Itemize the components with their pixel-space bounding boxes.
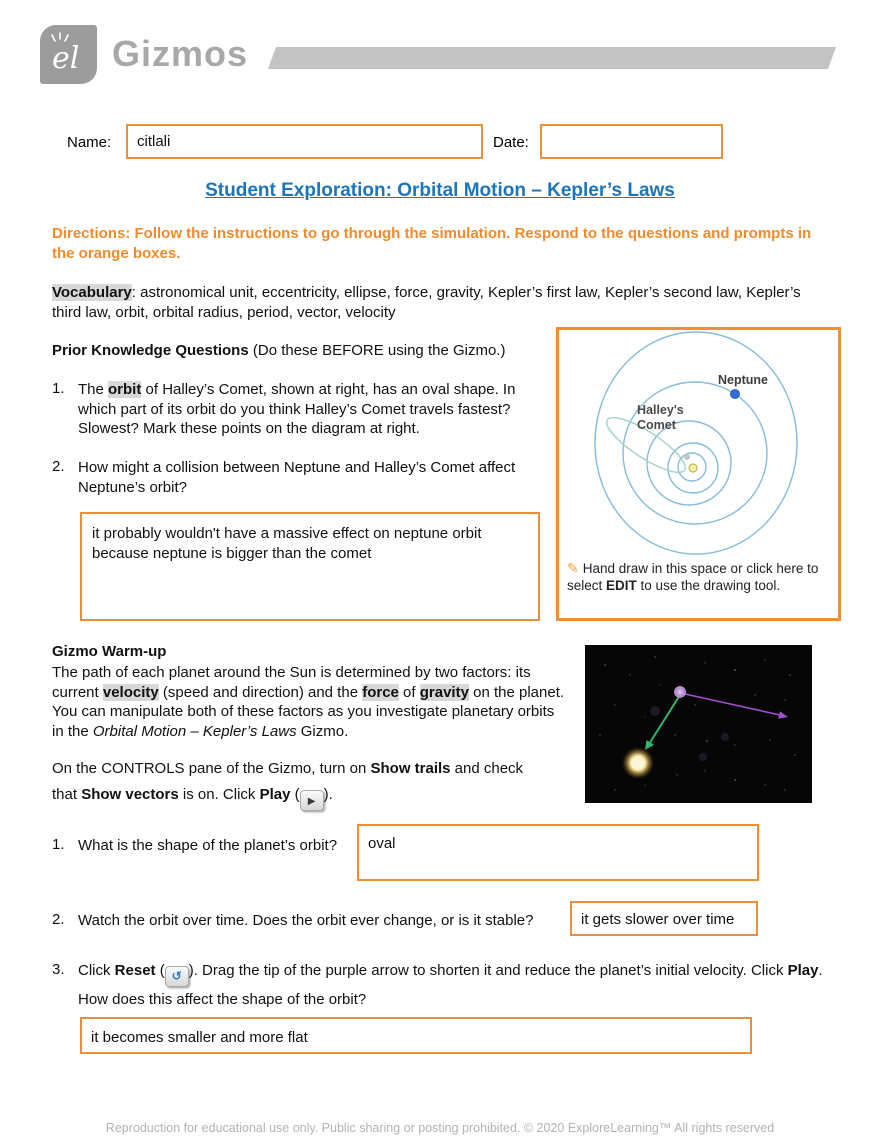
answer-box-shape[interactable] [357, 824, 759, 881]
sim-sun [630, 755, 646, 771]
prior-q2-number: 2. [52, 458, 65, 475]
controls-instruction-line2: that Show vectors is on. Click Play ( ▶ ). [52, 786, 592, 811]
date-label: Date: [493, 134, 529, 151]
neptune-dot [731, 390, 740, 399]
simulation-screenshot [585, 645, 812, 803]
drawing-caption: ✎ Hand draw in this space or click here to select EDIT to use the drawing tool. [567, 560, 819, 593]
drawing-area-box[interactable] [556, 327, 841, 621]
prior-knowledge-heading: Prior Knowledge Questions (Do these BEFORE using the Gizmo.) [52, 342, 506, 359]
copyright-footer: Reproduction for educational use only. Public sharing or posting prohibited. © 2020 ExploreLearning™ All rights reserved [105, 1121, 775, 1135]
answer-box-collision[interactable] [80, 512, 540, 621]
svg-text:el: el [52, 41, 80, 76]
answer-collision-text: it probably wouldn't have a massive effect on neptune orbit because neptune is bigger than the comet [92, 525, 482, 562]
reset-button-icon: ↺ [165, 966, 189, 987]
name-value: citlali [137, 133, 171, 150]
warmup-q2-number: 2. [52, 911, 65, 928]
gizmo-name-italic: Orbital Motion – Kepler’s Laws [92, 722, 297, 740]
answer-box-stability[interactable] [570, 901, 758, 936]
explorelearning-logo [40, 25, 97, 84]
warmup-q1-number: 1. [52, 836, 65, 853]
gizmos-wordmark: Gizmos [112, 33, 249, 74]
warmup-question-3: Click Reset ( ↺ ). Drag the tip of the purple arrow to shorten it and reduce the planet’s initial velocity. Click Play. How does this affect the shape of the orbit? [78, 962, 823, 1008]
inner-planet-dot [684, 454, 690, 460]
controls-instruction-line1: On the CONTROLS pane of the Gizmo, turn on Show trails and check [52, 760, 524, 777]
warmup-paragraph: The path of each planet around the Sun is determined by two factors: its current velocity (speed and direction) and the force of gravity on the planet. You can manipulate both of these factors as you investigate planetary orbits in the Orbital Motion – Kepler’s Laws Gizmo. [52, 664, 565, 740]
name-input[interactable] [126, 124, 483, 159]
edit-keyword: EDIT [606, 578, 637, 593]
gravity-term: gravity [419, 683, 469, 701]
neptune-label: Neptune [718, 373, 768, 387]
answer-box-orbit-change[interactable] [80, 1017, 752, 1054]
answer-stability-text: it gets slower over time [581, 911, 735, 928]
page-title: Student Exploration: Orbital Motion – Kepler’s Laws [205, 180, 675, 201]
sun-dot [689, 464, 697, 472]
orbit-diagram [559, 330, 838, 558]
warmup-q3-number: 3. [52, 961, 65, 978]
prior-question-1: The orbit of Halley’s Comet, shown at right, has an oval shape. In which part of its orbit do you think Halley’s Comet travels fastest? Slowest? Mark these points on the diagram at right. [78, 381, 516, 437]
halley-label-line1: Halley's [637, 403, 684, 417]
logo-el-icon [40, 25, 97, 84]
vocabulary-list: : astronomical unit, eccentricity, ellipse, force, gravity, Kepler’s first law, Kepler’s second law, Kepler’s third law, orbit, orbital radius, period, vector, velocity [52, 284, 801, 321]
sim-planet [675, 687, 686, 698]
force-term: force [362, 683, 399, 701]
warmup-question-1: What is the shape of the planet’s orbit? [78, 837, 338, 854]
vocabulary-paragraph [52, 283, 834, 323]
play-button-icon: ▶ [300, 790, 324, 811]
header-banner-bar [268, 47, 836, 69]
pencil-icon: ✎ [567, 560, 579, 576]
answer-shape-text: oval [368, 835, 396, 852]
velocity-term: velocity [102, 683, 159, 701]
vocabulary-term: Vocabulary [52, 284, 132, 301]
warmup-heading: Gizmo Warm-up [52, 643, 167, 660]
prior-q1-number: 1. [52, 380, 65, 397]
orbit-term: orbit [108, 381, 142, 398]
name-label: Name: [67, 134, 112, 151]
date-input[interactable] [540, 124, 723, 159]
prior-question-2: How might a collision between Neptune and Halley’s Comet affect Neptune’s orbit? [78, 459, 516, 496]
halley-label-line2: Comet [637, 418, 676, 432]
answer-orbit-change-text: it becomes smaller and more flat [91, 1029, 308, 1046]
directions-text: Directions: Follow the instructions to go through the simulation. Respond to the questions and prompts in the orange boxes. [52, 225, 812, 262]
warmup-question-2: Watch the orbit over time. Does the orbit ever change, or is it stable? [78, 912, 534, 929]
